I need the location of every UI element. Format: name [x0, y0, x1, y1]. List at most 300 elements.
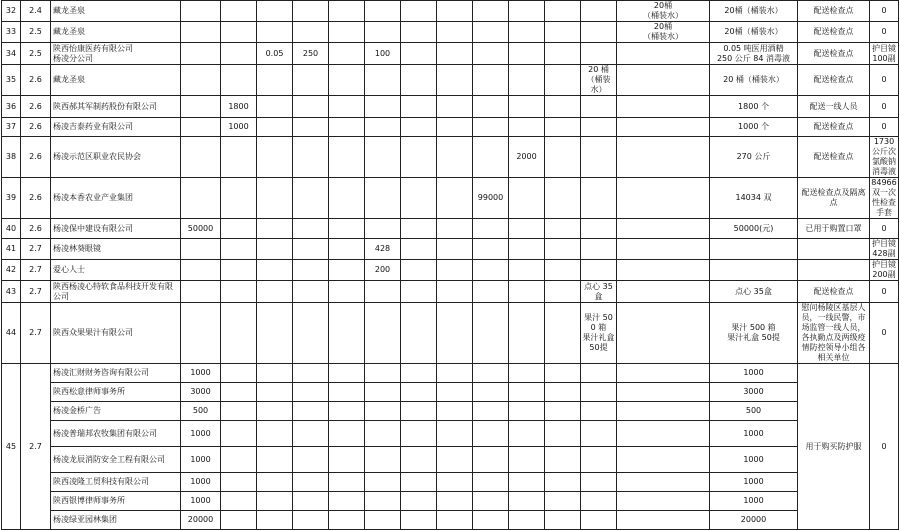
table-cell: [473, 421, 509, 447]
table-cell: [401, 421, 437, 447]
table-cell: [437, 239, 473, 260]
table-cell: [581, 364, 617, 383]
table-cell: [545, 22, 581, 43]
table-cell: [257, 402, 293, 421]
table-cell: 藏龙圣泉: [51, 1, 181, 22]
table-cell: 杨凌金桥广告: [51, 402, 181, 421]
table-cell: [293, 402, 329, 421]
table-cell: 34: [2, 43, 21, 65]
table-cell: [365, 1, 401, 22]
table-cell: [437, 447, 473, 473]
table-cell: [293, 511, 329, 530]
table-cell: 2.7: [21, 303, 51, 364]
table-cell: [437, 137, 473, 178]
table-cell: [365, 364, 401, 383]
table-cell: [437, 383, 473, 402]
table-cell: [365, 96, 401, 118]
table-cell: [401, 447, 437, 473]
table-cell: [617, 137, 710, 178]
table-row: [2, 511, 899, 530]
table-cell: 1000: [710, 447, 798, 473]
table-cell: [401, 96, 437, 118]
table-cell: 38: [2, 137, 21, 178]
table-cell: 2.7: [21, 281, 51, 303]
table-cell: [509, 118, 545, 137]
table-cell: 1000: [710, 473, 798, 492]
table-cell: 41: [2, 239, 21, 260]
table-cell: [257, 447, 293, 473]
table-cell: 1000: [710, 364, 798, 383]
table-cell: [329, 239, 365, 260]
table-cell: 配送一线人员: [798, 96, 870, 118]
table-cell: [293, 492, 329, 511]
table-cell: 配送检查点及隔离点: [798, 178, 870, 219]
table-cell: [401, 118, 437, 137]
table-cell: 2.7: [21, 239, 51, 260]
table-cell: 84966 双一次性检查手套: [871, 178, 897, 217]
table-cell: [473, 239, 509, 260]
table-cell: [545, 281, 581, 303]
table-cell: [437, 260, 473, 281]
table-cell: 1000: [181, 473, 221, 492]
table-cell: 果汁 500 箱 果汁礼盒 50提: [710, 303, 798, 364]
table-cell: [257, 260, 293, 281]
table-cell: [293, 239, 329, 260]
table-cell: [329, 65, 365, 96]
table-cell: 配送检查点: [798, 43, 870, 65]
table-cell: [221, 65, 257, 96]
table-cell: 0.05: [257, 43, 293, 65]
table-cell: 20000: [181, 511, 221, 530]
table-row: [2, 219, 899, 239]
table-cell: [293, 219, 329, 239]
table-cell: [329, 22, 365, 43]
table-cell: 2.6: [21, 65, 51, 96]
table-cell: 配送检查点: [798, 65, 870, 96]
table-cell: [401, 137, 437, 178]
table-cell: [473, 511, 509, 530]
table-cell: 2.6: [21, 219, 51, 239]
table-cell: [401, 219, 437, 239]
table-cell: [545, 239, 581, 260]
table-cell: 杨凌本香农业产业集团: [51, 178, 181, 219]
table-cell: 2.6: [21, 118, 51, 137]
table-cell: 杨凌绿亚园林集团: [51, 511, 181, 530]
table-cell: [617, 473, 710, 492]
table-cell: [365, 511, 401, 530]
table-cell: 杨凌汇财财务咨询有限公司: [51, 364, 181, 383]
table-row: [2, 1, 899, 22]
table-cell: [329, 303, 365, 364]
table-cell: [401, 303, 437, 364]
table-cell: 1000: [710, 492, 798, 511]
table-cell: 1000 个: [710, 118, 798, 137]
table-cell: [329, 364, 365, 383]
table-cell: [545, 118, 581, 137]
table-row: [2, 447, 899, 473]
table-cell: [221, 402, 257, 421]
table-row: [2, 402, 899, 421]
table-cell: [710, 239, 798, 260]
table-cell: [329, 96, 365, 118]
table-cell: 0: [870, 96, 899, 118]
table-row: [2, 260, 899, 281]
table-cell: [293, 303, 329, 364]
table-cell: [365, 65, 401, 96]
table-cell: [365, 421, 401, 447]
table-cell: [617, 239, 710, 260]
table-cell: [581, 447, 617, 473]
table-cell: [329, 281, 365, 303]
table-cell: 0.05 吨医用酒精 250 公斤 84 消毒液: [710, 43, 798, 65]
table-cell: [509, 402, 545, 421]
table-cell: [365, 402, 401, 421]
table-cell: [545, 383, 581, 402]
table-cell: 2.6: [21, 96, 51, 118]
table-cell: [257, 118, 293, 137]
table-cell: [581, 260, 617, 281]
table-row: [2, 65, 899, 96]
table-cell: [365, 281, 401, 303]
table-cell: [617, 178, 710, 219]
table-cell: 50000(元): [710, 219, 798, 239]
table-cell: [509, 178, 545, 219]
table-cell: [221, 473, 257, 492]
table-cell: 陕西怡康医药有限公司 杨凌分公司: [51, 43, 181, 65]
table-cell: [401, 473, 437, 492]
table-cell: [617, 447, 710, 473]
table-cell: 2.6: [21, 137, 51, 178]
table-cell: [509, 1, 545, 22]
table-cell: [473, 447, 509, 473]
table-cell: 点心 35盒: [710, 281, 798, 303]
table-cell: [509, 281, 545, 303]
table-cell: [473, 402, 509, 421]
table-cell: [329, 43, 365, 65]
table-cell: [221, 383, 257, 402]
table-cell: 杨凌龙辰消防安全工程有限公司: [51, 447, 181, 473]
table-cell: [181, 281, 221, 303]
table-cell: 0: [870, 65, 899, 96]
table-cell: [437, 96, 473, 118]
table-row: [2, 281, 899, 303]
table-cell: 配送检查点: [798, 1, 870, 22]
table-cell: [545, 492, 581, 511]
table-cell: [221, 137, 257, 178]
table-cell: [473, 118, 509, 137]
table-cell: [401, 178, 437, 219]
table-cell: [581, 421, 617, 447]
table-cell: 已用于购置口罩: [798, 219, 870, 239]
table-cell: [509, 65, 545, 96]
table-cell: [437, 473, 473, 492]
table-cell: [401, 239, 437, 260]
table-cell: [257, 473, 293, 492]
table-cell: [473, 364, 509, 383]
table-cell: [365, 473, 401, 492]
table-cell: [257, 65, 293, 96]
table-cell: 藏龙圣泉: [51, 65, 181, 96]
table-cell: [509, 303, 545, 364]
table-cell: [509, 219, 545, 239]
table-cell: 陕西众果果汁有限公司: [51, 303, 181, 364]
table-cell: 用于购买防护服: [798, 364, 870, 530]
table-cell: [365, 219, 401, 239]
table-cell: 护目镜 428副: [870, 239, 899, 260]
table-cell: [545, 260, 581, 281]
table-cell: [221, 219, 257, 239]
table-row: [2, 118, 899, 137]
table-cell: [221, 22, 257, 43]
table-cell: [329, 473, 365, 492]
table-cell: [181, 96, 221, 118]
table-cell: 陕西凌隆工贸科技有限公司: [51, 473, 181, 492]
table-cell: [257, 364, 293, 383]
table-cell: [545, 473, 581, 492]
table-cell: [437, 511, 473, 530]
table-cell: [329, 383, 365, 402]
table-cell: [437, 492, 473, 511]
table-cell: 1730 公斤次氯酸钠消毒液: [870, 137, 899, 178]
table-cell: [293, 178, 329, 219]
table-cell: [293, 364, 329, 383]
table-cell: [181, 43, 221, 65]
table-cell: [181, 1, 221, 22]
table-cell: [365, 383, 401, 402]
donation-ledger-table: [1, 0, 899, 530]
table-cell: 20桶 （桶装水）: [617, 1, 710, 22]
table-cell: [798, 239, 870, 260]
table-cell: [473, 137, 509, 178]
table-cell: [437, 303, 473, 364]
table-cell: [617, 260, 710, 281]
table-cell: [401, 402, 437, 421]
table-cell: 20桶（桶装水）: [710, 22, 798, 43]
table-cell: [617, 303, 710, 364]
table-cell: 1000: [181, 492, 221, 511]
table-cell: 果汁 500 箱 果汁礼盒 50提: [581, 303, 617, 364]
table-cell: [581, 178, 617, 219]
table-cell: [181, 65, 221, 96]
table-cell: [437, 219, 473, 239]
table-cell: [181, 137, 221, 178]
table-cell: [293, 22, 329, 43]
table-cell: [329, 1, 365, 22]
table-cell: 45: [2, 364, 21, 530]
table-cell: [221, 260, 257, 281]
table-cell: [545, 402, 581, 421]
table-cell: [365, 178, 401, 219]
table-cell: [581, 511, 617, 530]
table-cell: [509, 22, 545, 43]
table-cell: [545, 511, 581, 530]
table-cell: [509, 492, 545, 511]
table-cell: [329, 118, 365, 137]
table-row: [2, 22, 899, 43]
table-cell: 0: [870, 118, 899, 137]
table-cell: [617, 219, 710, 239]
table-cell: [437, 43, 473, 65]
table-cell: [329, 260, 365, 281]
table-cell: [329, 511, 365, 530]
table-cell: [181, 303, 221, 364]
table-cell: [221, 447, 257, 473]
table-cell: [581, 1, 617, 22]
table-cell: 250: [293, 43, 329, 65]
table-cell: 2.5: [21, 22, 51, 43]
table-cell: [365, 22, 401, 43]
table-cell: 杨凌林葵眼镜: [51, 239, 181, 260]
table-cell: [617, 43, 710, 65]
table-cell: 1000: [710, 421, 798, 447]
table-cell: [181, 22, 221, 43]
table-cell: [181, 178, 221, 219]
table-cell: [329, 137, 365, 178]
table-cell: [617, 383, 710, 402]
table-cell: 0: [870, 281, 899, 303]
table-cell: [329, 402, 365, 421]
table-cell: [257, 1, 293, 22]
table-cell: [329, 492, 365, 511]
table-cell: [401, 492, 437, 511]
table-cell: [221, 239, 257, 260]
table-cell: 100: [365, 43, 401, 65]
table-cell: [401, 43, 437, 65]
table-cell: 14034 双: [710, 178, 798, 219]
table-cell: 陕西郝其军制药股份有限公司: [51, 96, 181, 118]
table-cell: 20000: [710, 511, 798, 530]
table-cell: 44: [2, 303, 21, 364]
table-cell: [581, 239, 617, 260]
table-cell: [545, 65, 581, 96]
table-cell: 2000: [509, 137, 545, 178]
table-cell: [293, 1, 329, 22]
table-cell: [221, 492, 257, 511]
table-cell: 0: [870, 303, 899, 364]
table-cell: [581, 219, 617, 239]
table-cell: 杨凌示范区职业农民协会: [51, 137, 181, 178]
table-row: [2, 43, 899, 65]
table-cell: [329, 178, 365, 219]
table-cell: 配送检查点: [798, 22, 870, 43]
table-cell: [437, 22, 473, 43]
table-cell: 33: [2, 22, 21, 43]
table-cell: [365, 137, 401, 178]
table-cell: [181, 118, 221, 137]
table-cell: 陕西杨凌心特软食品科技开发有限公司: [51, 281, 181, 303]
table-row: [2, 96, 899, 118]
table-cell: [257, 303, 293, 364]
table-cell: [401, 511, 437, 530]
table-cell: [473, 281, 509, 303]
table-cell: [401, 383, 437, 402]
table-cell: [473, 96, 509, 118]
table-cell: 99000: [473, 178, 509, 219]
table-cell: [473, 1, 509, 22]
table-row: [2, 364, 899, 383]
table-cell: [437, 402, 473, 421]
table-cell: 1800 个: [710, 96, 798, 118]
table-cell: [257, 178, 293, 219]
table-cell: [401, 1, 437, 22]
table-cell: [221, 303, 257, 364]
table-cell: 50000: [181, 219, 221, 239]
table-cell: [257, 383, 293, 402]
table-cell: [581, 96, 617, 118]
table-cell: [509, 364, 545, 383]
table-row: [2, 473, 899, 492]
table-cell: [257, 492, 293, 511]
table-cell: 43: [2, 281, 21, 303]
table-cell: [617, 96, 710, 118]
table-cell: [365, 447, 401, 473]
table-row: [2, 137, 899, 178]
table-cell: [257, 219, 293, 239]
table-cell: [617, 281, 710, 303]
table-cell: [509, 447, 545, 473]
table-cell: 3000: [181, 383, 221, 402]
table-cell: 36: [2, 96, 21, 118]
table-cell: [437, 421, 473, 447]
table-cell: 1000: [181, 421, 221, 447]
table-cell: [329, 447, 365, 473]
table-cell: 2.7: [21, 260, 51, 281]
table-cell: [257, 137, 293, 178]
table-cell: [617, 511, 710, 530]
table-cell: [509, 511, 545, 530]
table-cell: [545, 303, 581, 364]
table-cell: [257, 22, 293, 43]
table-cell: [365, 303, 401, 364]
table-cell: [617, 118, 710, 137]
table-row: [2, 239, 899, 260]
table-cell: [798, 260, 870, 281]
table-cell: [257, 96, 293, 118]
table-cell: 500: [181, 402, 221, 421]
table-row: [2, 421, 899, 447]
table-cell: 藏龙圣泉: [51, 22, 181, 43]
table-cell: [365, 118, 401, 137]
table-cell: 配送检查点: [798, 281, 870, 303]
table-cell: [509, 383, 545, 402]
table-cell: [181, 239, 221, 260]
table-cell: [509, 421, 545, 447]
table-cell: [181, 260, 221, 281]
table-cell: [473, 22, 509, 43]
table-cell: [221, 364, 257, 383]
table-cell: 42: [2, 260, 21, 281]
table-cell: [509, 43, 545, 65]
table-cell: 2.6: [21, 178, 51, 219]
table-cell: [617, 65, 710, 96]
table-cell: [473, 473, 509, 492]
table-cell: [401, 281, 437, 303]
table-cell: [221, 511, 257, 530]
table-cell: [509, 473, 545, 492]
table-cell: [617, 364, 710, 383]
table-cell: [473, 303, 509, 364]
table-cell: 1000: [181, 364, 221, 383]
table-cell: [473, 43, 509, 65]
table-cell: 2.7: [21, 364, 51, 530]
table-cell: [509, 239, 545, 260]
table-cell: [293, 281, 329, 303]
table-cell: [545, 447, 581, 473]
table-cell: 1800: [221, 96, 257, 118]
table-cell: [329, 421, 365, 447]
table-row: [2, 492, 899, 511]
table-cell: [401, 364, 437, 383]
